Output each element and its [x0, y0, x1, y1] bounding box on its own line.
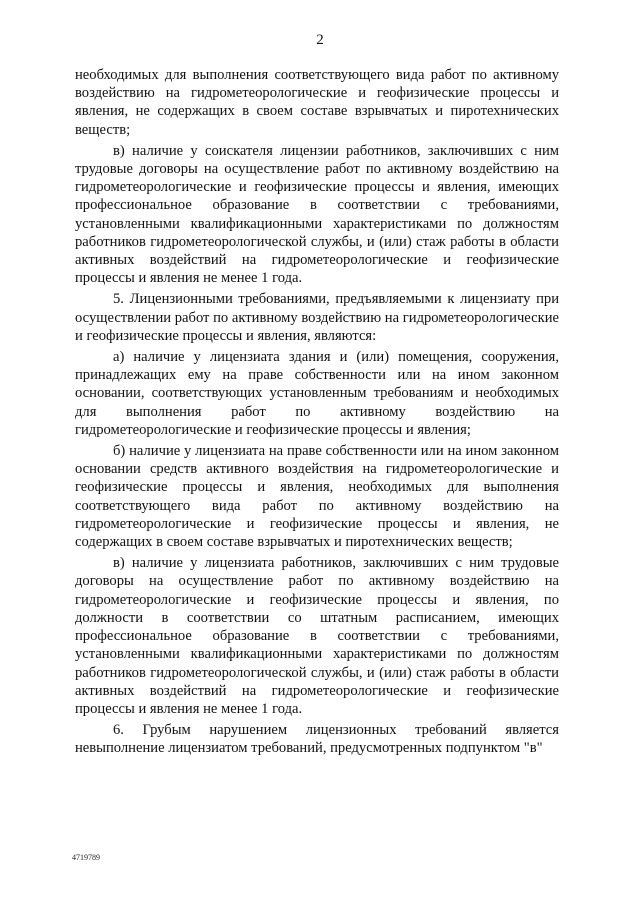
page-number: 2 — [316, 32, 324, 48]
document-body — [75, 66, 559, 758]
paragraph-continuation: необходимых для выполнения соответствующего вида работ по активному воздействию на гидрометеорологические и геофизические процессы и явления, не содержащих в своем составе взрывчатых и пиротехнических веществ; — [75, 67, 559, 138]
document-code: 4719789 — [72, 853, 100, 862]
paragraph-subitem-b: б) наличие у лицензиата на праве собственности или на ином законном основании средств активного воздействия на гидрометеорологические и геофизические процессы и явления, необходимых для выполнения соответствующего вида работ по активному воздействию на гидрометеорологические и геофизические процессы и явления, не содержащих в своем составе взрывчатых и пиротехнических веществ; — [75, 443, 559, 551]
paragraph-subitem-v-applicant: в) наличие у соискателя лицензии работников, заключивших с ним трудовые договоры на осуществление работ по активному воздействию на гидрометеорологические и геофизические процессы и явления, имеющих профессиональное образование в соответствии с требованиями, установленными квалификационными характеристиками по должностям работников гидрометеорологической службы, и (или) стаж работы в области активных воздействий на гидрометеорологические и геофизические процессы и явления не менее 1 года. — [75, 142, 559, 287]
paragraph-item-6: 6. Грубым нарушением лицензионных требований является невыполнение лицензиатом требований, предусмотренных подпунктом "в" — [75, 722, 559, 757]
paragraph-subitem-a: а) наличие у лицензиата здания и (или) помещения, сооружения, принадлежащих ему на праве собственности или на ином законном основании, соответствующих установленным требованиям и необходимых для выполнения работ по активному воздействию на гидрометеорологические и геофизические процессы и явления; — [75, 349, 559, 438]
paragraph-item-5: 5. Лицензионными требованиями, предъявляемыми к лицензиату при осуществлении работ по активному воздействию на гидрометеорологические и геофизические процессы и явления, являются: — [75, 291, 559, 344]
paragraph-subitem-v-licensee: в) наличие у лицензиата работников, заключивших с ним трудовые договоры на осуществление работ по активному воздействию на гидрометеорологические и геофизические процессы и явления, по должности в соответствии со штатным расписанием, имеющих профессиональное образование в соответствии с требованиями, установленными квалификационными характеристиками по должностям работников гидрометеорологической службы, и (или) стаж работы в области активных воздействий на гидрометеорологические и геофизические процессы и явления не менее 1 года. — [75, 555, 559, 717]
